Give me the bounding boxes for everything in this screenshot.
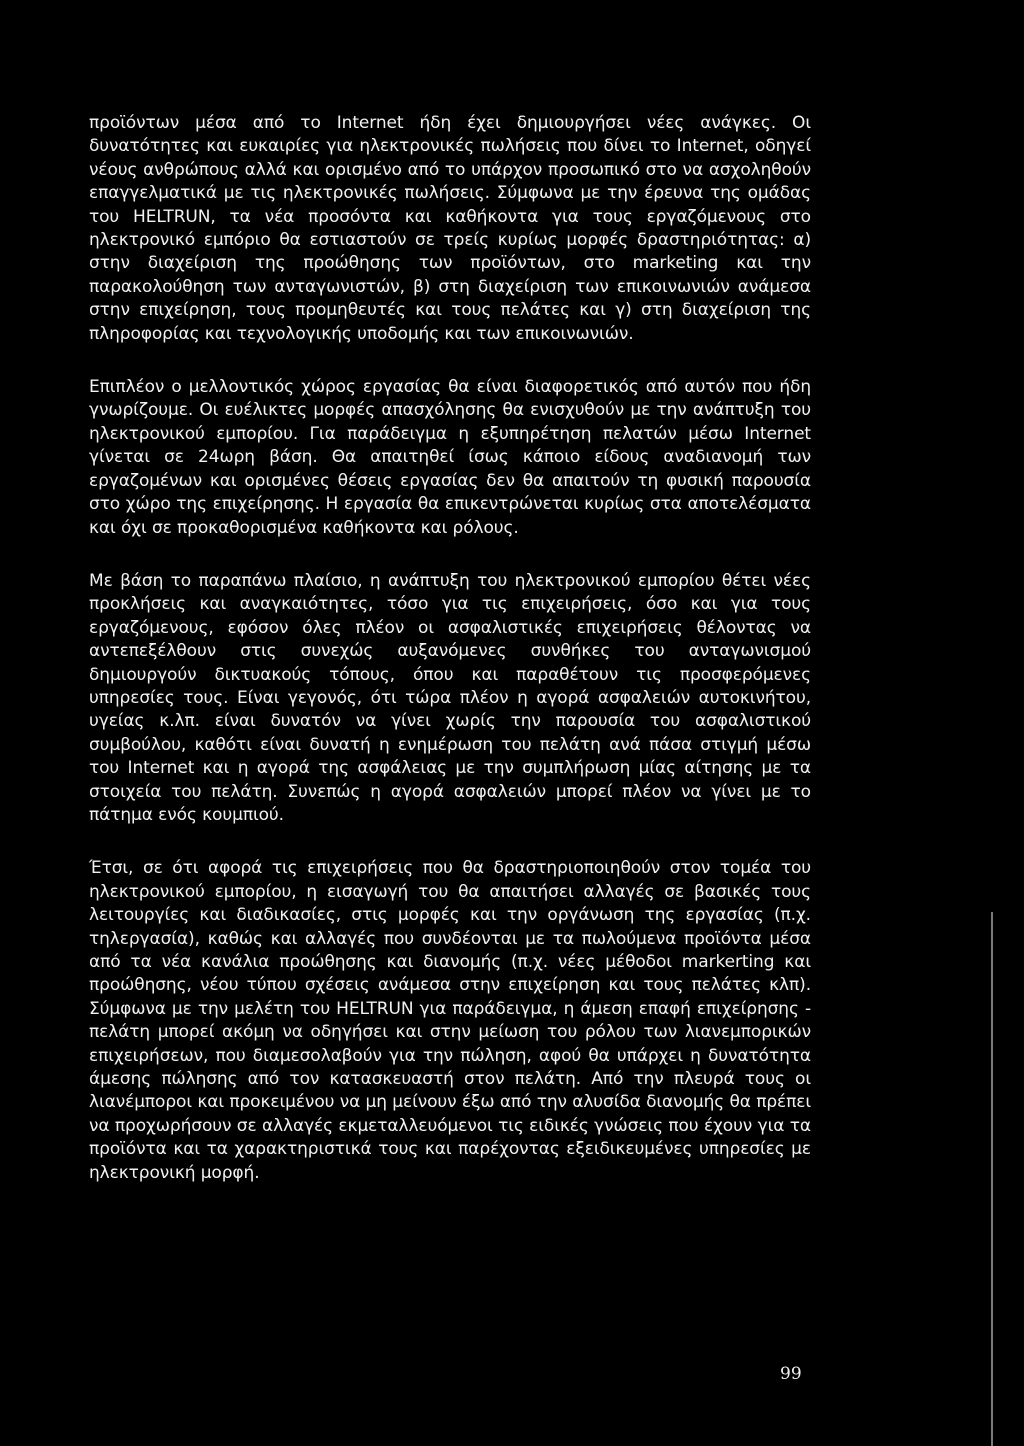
paragraph-2: Επιπλέον ο μελλοντικός χώρος εργασίας θα είναι διαφορετικός από αυτόν που ήδη γνωρίζουμε. Οι ευέλικτες μορφές απασχόλησης θα ενισχυθούν με την ανάπτυξη του ηλεκτρονικού εμπορίου. Για παράδειγμα η εξυπηρέτηση πελατών μέσω Internet γίνεται σε 24ωρη βάση. Θα απαιτηθεί ίσως κάποιο είδους αναδιανομή των εργαζομένων και ορισμένες θέσεις εργασίας δεν θα απαιτούν τη φυσική παρουσία στο χώρο της επιχείρησης. Η εργασία θα επικεντρώνεται κυρίως στα αποτελέσματα και όχι σε προκαθορισμένα καθήκοντα και ρόλους.	[89, 377, 811, 538]
paragraph-4: Έτσι, σε ότι αφορά τις επιχειρήσεις που θα δραστηριοποιηθούν στον τομέα του ηλεκτρονικού εμπορίου, η εισαγωγή του θα απαιτήσει αλλαγές σε βασικές τους λειτουργίες και διαδικασίες, στις μορφές και την οργάνωση της εργασίας (π.χ. τηλεργασία), καθώς και αλλαγές που συνδέονται με τα πωλούμενα προϊόντα μέσα από τα νέα κανάλια προώθησης και διανομής (π.χ. νέες μέθοδοι markerting και προώθησης, νέου τύπου σχέσεις ανάμεσα στην επιχείρηση και τους πελάτες κλπ). Σύμφωνα με την μελέτη του HELTRUN για παράδειγμα, η άμεση επαφή επιχείρησης - πελάτη μπορεί ακόμη να οδηγήσει και στην μείωση του ρόλου των λιανεμπορικών επιχειρήσεων, που διαμεσολαβούν για την πώληση, αφού θα υπάρχει η δυνατότητα άμεσης πώλησης από τον κατασκευαστή στον πελάτη. Από την πλευρά τους οι λιανέμποροι και προκειμένου να μη μείνουν έξω από την αλυσίδα διανομής θα πρέπει να προχωρήσουν σε αλλαγές εκμεταλλευόμενοι τις ειδικές γνώσεις που έχουν για τα προϊόντα και τα χαρακτηριστικά τους και παρέχοντας εξειδικευμένες υπηρεσίες με ηλεκτρονική μορφή.	[89, 858, 811, 1183]
page-number: 99	[780, 1364, 802, 1384]
paragraph-3: Με βάση το παραπάνω πλαίσιο, η ανάπτυξη του ηλεκτρονικού εμπορίου θέτει νέες προκλήσεις και αναγκαιότητες, τόσο για τις επιχειρήσεις, όσο και για τους εργαζόμενους, εφόσον όλες πλέον οι ασφαλιστικές επιχειρήσεις θέλοντας να αντεπεξέλθουν στις συνεχώς αυξανόμενες συνθήκες του ανταγωνισμού δημιουργούν δικτυακούς τόπους, όπου και παραθέτουν τις προσφερόμενες υπηρεσίες τους. Είναι γεγονός, ότι τώρα πλέον η αγορά ασφαλειών αυτοκινήτου, υγείας κ.λπ. είναι δυνατόν να γίνει χωρίς την παρουσία του ασφαλιστικού συμβούλου, καθότι είναι δυνατή η ενημέρωση του πελάτη ανά πάσα στιγμή μέσω του Internet και η αγορά της ασφάλειας με την συμπλήρωση μίας αίτησης με τα στοιχεία του πελάτη. Συνεπώς η αγορά ασφαλειών μπορεί πλέον να γίνει με το πάτημα ενός κουμπιού.	[89, 570, 811, 825]
scan-edge-rule	[991, 912, 993, 1446]
body-text	[89, 112, 811, 1185]
paragraph-1: προϊόντων μέσα από το Internet ήδη έχει δημιουργήσει νέες ανάγκες. Οι δυνατότητες και ευκαιρίες για ηλεκτρονικές πωλήσεις που δίνει το Internet, οδηγεί νέους ανθρώπους αλλά και ορισμένο από το υπάρχον προσωπικό στο να ασχοληθούν επαγγελματικά με τις ηλεκτρονικές πωλήσεις. Σύμφωνα με την έρευνα της ομάδας του HELTRUN, τα νέα προσόντα και καθήκοντα για τους εργαζόμενους στο ηλεκτρονικό εμπόριο θα εστιαστούν σε τρείς κυρίως μορφές δραστηριότητας: α) στην διαχείριση της προώθησης των προϊόντων, στο marketing και την παρακολούθηση των ανταγωνιστών, β) στη διαχείριση των επικοινωνιών ανάμεσα στην επιχείρηση, τους προμηθευτές και τους πελάτες και γ) στη διαχείριση της πληροφορίας και τεχνολογικής υποδομής και των επικοινωνιών.	[89, 113, 811, 344]
